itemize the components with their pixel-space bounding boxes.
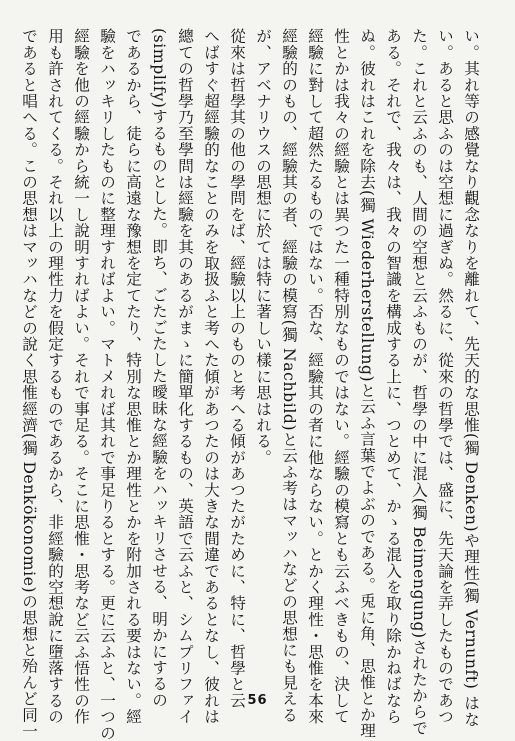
text-column: 從來は哲學其の他の學問をば、經驗以上のものと考へる傾があつたがために、特に、哲學と云	[228, 28, 246, 709]
text-column: へばすぐ超經驗的なことのみを取扱ふと考へた傾があつたのは大きな間違であるとなし、彼れは	[202, 28, 220, 725]
text-column: い。其れ等の感覺なり觀念なりを離れて、先天的な思惟(獨 Denken)や理性(獨 Vernunft) はな	[462, 28, 480, 728]
text-column: ある。それで、我々は、我々の智識を構成する上に、つとめて、かゝる混入を取り除かねばなら	[384, 28, 402, 725]
text-column: (simplify)するものとした。即ち、ごたごたした曖昧な經驗をハッキリさせる、明かにするの	[150, 28, 168, 708]
text-column: 驗をハッキリしたものに整理すればよい。マトメれば其れで事足りるとする。更に云ふと、一つの	[98, 28, 116, 741]
text-column: 經驗に對して超然たるものではない。否な、經驗其の者に他ならない。とかく理性・思惟を本來	[306, 28, 324, 725]
text-column: た。これと云ふのも、人間の空想と云ふものが、哲學の中に混入(獨 Beimengung)されたからで	[410, 28, 428, 736]
text-column: 經驗を他の經驗から統一し說明すればよい。それで事足る。そこに思惟・思考など云ふ悟性の作	[72, 28, 90, 725]
page-number: 56	[247, 693, 268, 708]
text-column: であるから、徒らに高遠な豫想を定てたり、特別な思惟とか理性とかを附加される要はない。經	[124, 28, 142, 725]
text-column: が、アベナリウスの思想に於ては特に著しい樣に思はれる。	[254, 28, 272, 466]
text-column: ぬ。彼れはこれを除去(獨 Wiederherstellung)と云ふ言葉でよぶのである。兎に角、思惟とか理	[358, 28, 376, 739]
text-column: 性とかは我々の經驗とは異つた一種特別なものではない。經驗の模寫とも云ふべきもの、決して	[332, 28, 350, 725]
text-column: 總ての哲學乃至學問は經驗を其のあるがまゝに簡單化するもの、英語で云ふと、シムプリファイ	[176, 28, 194, 725]
text-column: 經驗的のもの、經驗其の者、經驗の模寫(獨 Nachbild)と云ふ考はマッハなどの思想にも見える	[280, 28, 298, 723]
text-column: 用も許されてくる。それ以上の理性力を假定するものであるから、非經驗的空想說に墮落するの	[46, 28, 64, 725]
text-column: であると唱へる。この思想はマッハなどの說く思惟經濟(獨 Denkökonomie)の思想と殆んど同一	[20, 28, 38, 740]
text-column: い。あると思ふのは空想に過ぎぬ。然るに、從來の哲學では、盛に、先天論を弄したものであつ	[436, 28, 454, 725]
